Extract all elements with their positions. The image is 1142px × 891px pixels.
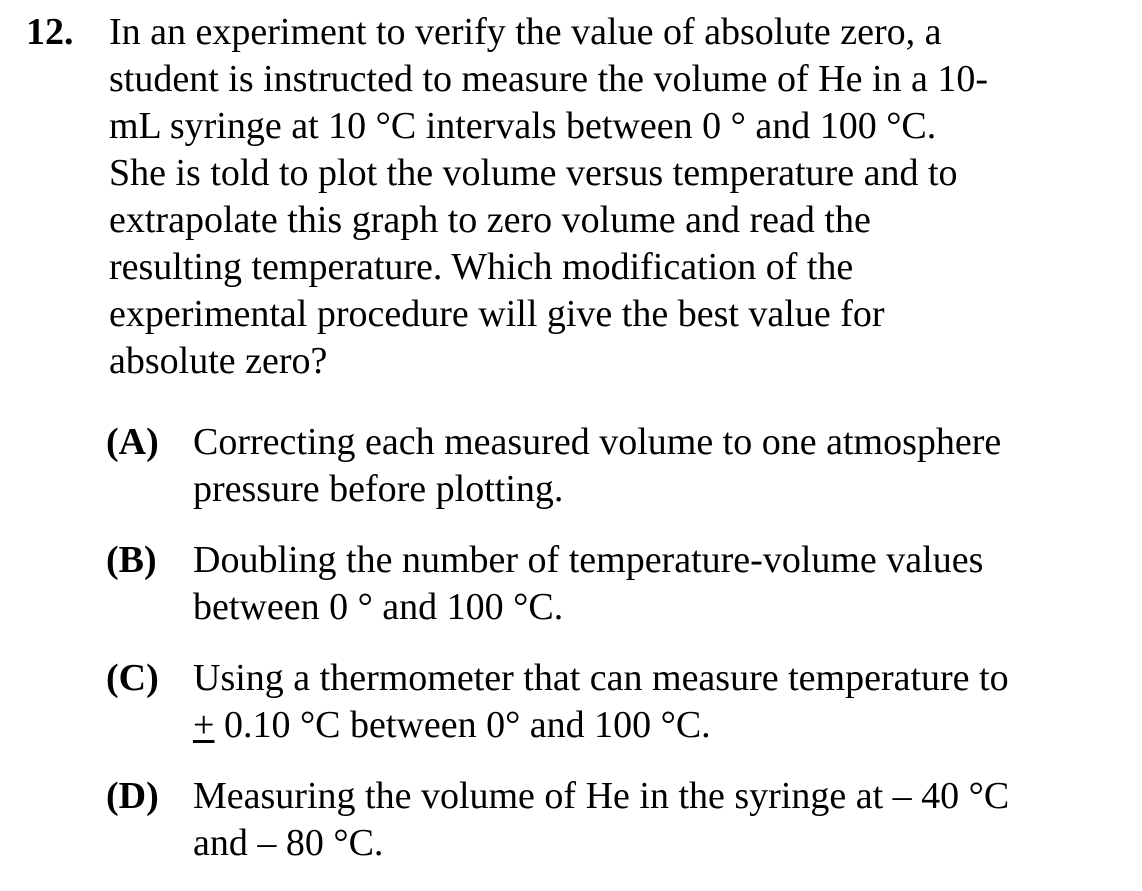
stem-line: experimental procedure will give the best value for bbox=[109, 293, 885, 335]
choice-a-letter: (A) bbox=[106, 421, 159, 463]
answer-choices bbox=[106, 419, 1106, 891]
choice-line: Correcting each measured volume to one atmosphere bbox=[193, 421, 1002, 463]
choice-d[interactable] bbox=[106, 773, 1106, 891]
choice-c[interactable] bbox=[106, 655, 1106, 773]
stem-line: In an experiment to verify the value of absolute zero, a bbox=[109, 11, 942, 53]
stem-line: She is told to plot the volume versus temperature and to bbox=[109, 152, 958, 194]
choice-d-text bbox=[193, 773, 1009, 867]
choice-line-rest: 0.10 °C between 0° and 100 °C. bbox=[214, 704, 711, 746]
choice-a[interactable] bbox=[106, 419, 1106, 537]
plus-minus-symbol: + bbox=[193, 704, 215, 746]
choice-b[interactable] bbox=[106, 537, 1106, 655]
choice-line bbox=[193, 702, 1009, 749]
choice-line: Measuring the volume of He in the syringe at – 40 °C bbox=[193, 775, 1010, 817]
choice-line: between 0 ° and 100 °C. bbox=[193, 586, 564, 628]
question-number: 12. bbox=[26, 11, 74, 53]
choice-d-letter: (D) bbox=[106, 775, 159, 817]
stem-line: absolute zero? bbox=[109, 340, 328, 382]
stem-line: resulting temperature. Which modification of the bbox=[109, 246, 854, 288]
choice-c-text bbox=[193, 655, 1009, 749]
choice-c-letter: (C) bbox=[106, 657, 159, 699]
choice-line: pressure before plotting. bbox=[193, 468, 564, 510]
choice-a-text bbox=[193, 419, 1001, 513]
choice-b-letter: (B) bbox=[106, 539, 157, 581]
choice-line: Doubling the number of temperature-volume values bbox=[193, 539, 984, 581]
stem-line: extrapolate this graph to zero volume and read the bbox=[109, 199, 871, 241]
question-stem bbox=[109, 9, 1089, 385]
stem-line: mL syringe at 10 °C intervals between 0 ° and 100 °C. bbox=[109, 105, 937, 147]
choice-line: and – 80 °C. bbox=[193, 822, 384, 864]
choice-line: Using a thermometer that can measure temperature to bbox=[193, 657, 1009, 699]
choice-b-text bbox=[193, 537, 983, 631]
stem-line: student is instructed to measure the volume of He in a 10- bbox=[109, 58, 989, 100]
